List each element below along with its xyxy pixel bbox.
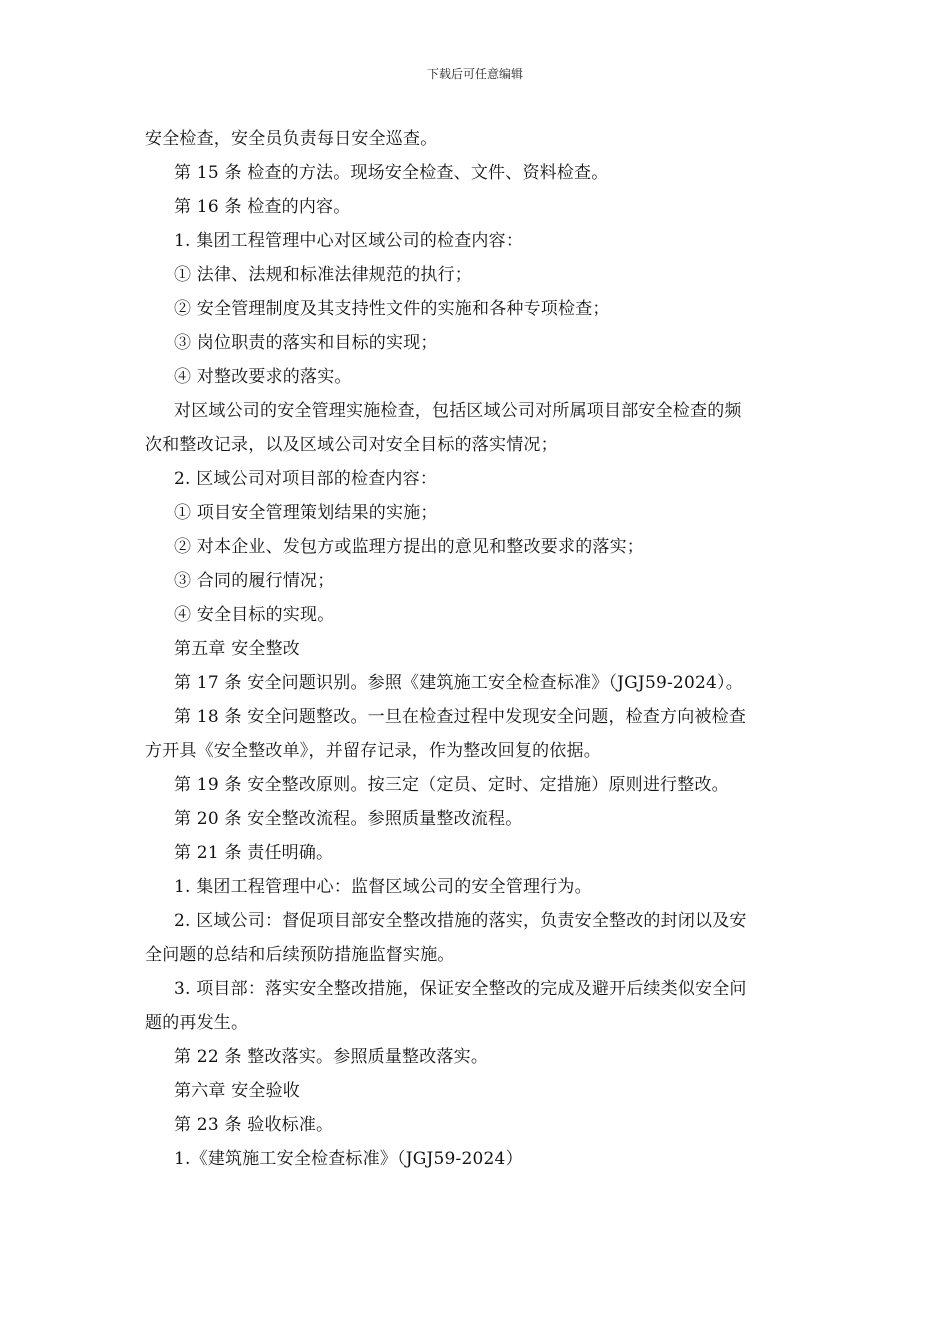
text-line: 2. 区域公司：督促项目部安全整改措施的落实，负责安全整改的封闭以及安 — [174, 911, 747, 931]
text-line: 第 20 条 安全整改流程。参照质量整改流程。 — [174, 809, 523, 829]
text-line: 题的再发生。 — [145, 1013, 249, 1033]
text-line: 次和整改记录，以及区域公司对安全目标的落实情况； — [145, 435, 558, 455]
text-line: ② 安全管理制度及其支持性文件的实施和各种专项检查； — [174, 299, 610, 319]
text-line: 安全检查，安全员负责每日安全巡查。 — [145, 129, 438, 149]
document-body — [145, 122, 807, 1176]
text-line: ④ 安全目标的实现。 — [174, 605, 335, 625]
text-line: 第 17 条 安全问题识别。参照《建筑施工安全检查标准》（JGJ59-2024）。 — [174, 673, 743, 693]
text-line: 1.《建筑施工安全检查标准》（JGJ59-2024） — [174, 1149, 523, 1169]
text-line: 第 19 条 安全整改原则。按三定（定员、定时、定措施）原则进行整改。 — [174, 775, 729, 795]
text-line: 第 15 条 检查的方法。现场安全检查、文件、资料检查。 — [174, 163, 609, 183]
text-line: ③ 岗位职责的落实和目标的实现； — [174, 333, 438, 353]
text-line: ① 法律、法规和标准法律规范的执行； — [174, 265, 473, 285]
text-line: 1. 集团工程管理中心对区域公司的检查内容： — [174, 231, 524, 251]
text-line: 2. 区域公司对项目部的检查内容： — [174, 469, 438, 489]
text-line: 方开具《安全整改单》，并留存记录，作为整改回复的依据。 — [145, 741, 601, 761]
text-line: ① 项目安全管理策划结果的实施； — [174, 503, 438, 523]
text-line: ④ 对整改要求的落实。 — [174, 367, 352, 387]
text-line: ③ 合同的履行情况； — [174, 571, 335, 591]
text-line: 第 23 条 验收标准。 — [174, 1115, 334, 1135]
text-line: 第 22 条 整改落实。参照质量整改落实。 — [174, 1047, 489, 1067]
text-line: 全问题的总结和后续预防措施监督实施。 — [145, 945, 455, 965]
text-line: 对区域公司的安全管理实施检查，包括区域公司对所属项目部安全检查的频 — [174, 401, 742, 421]
text-line: 3. 项目部：落实安全整改措施，保证安全整改的完成及避开后续类似安全问 — [174, 979, 747, 999]
text-line: 第五章 安全整改 — [174, 639, 301, 659]
page-header: 下载后可任意编辑 — [426, 67, 523, 81]
text-line: 第 21 条 责任明确。 — [174, 843, 334, 863]
text-line: ② 对本企业、发包方或监理方提出的意见和整改要求的落实； — [174, 537, 645, 557]
text-line: 第 16 条 检查的内容。 — [174, 197, 351, 217]
text-line: 第六章 安全验收 — [174, 1081, 301, 1101]
text-line: 1. 集团工程管理中心：监督区域公司的安全管理行为。 — [174, 877, 592, 897]
text-line: 第 18 条 安全问题整改。一旦在检查过程中发现安全问题，检查方向被检查 — [174, 707, 747, 727]
